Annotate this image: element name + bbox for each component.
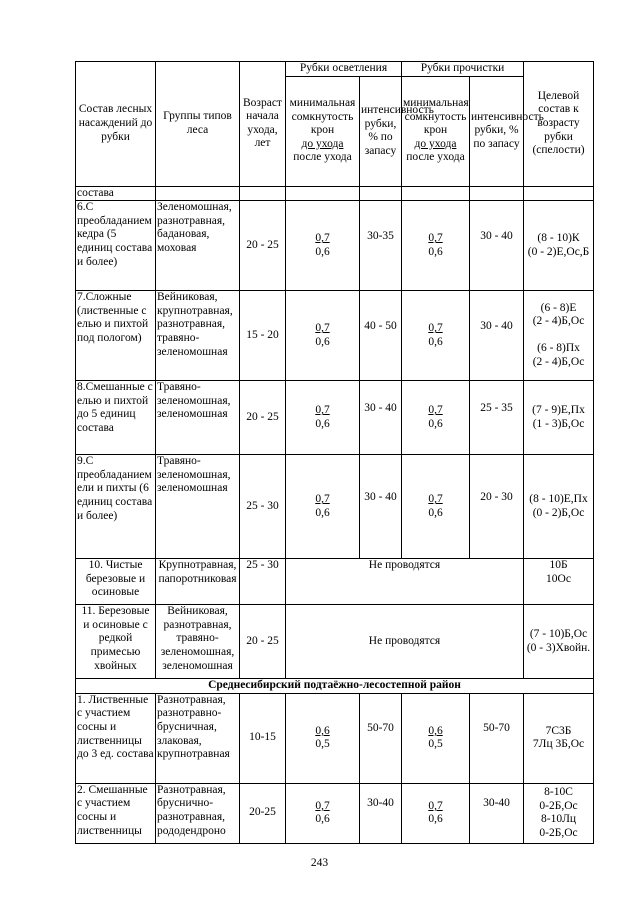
cell-density-light: 0,7 0,6 [286,783,360,843]
cell-intensity-thin: 50-70 [470,693,524,783]
table-row [76,455,594,559]
header-forest-type-groups: Группы типов леса [156,62,240,187]
cell-intensity-light: 30-35 [360,201,402,291]
cell-target: (6 - 8)Е (2 - 4)Б,Ос (6 - 8)Пх (2 - 4)Б,Ос [524,291,594,381]
cell-forest-types: Травяно-зеленомошная, зеленомошная [156,381,240,455]
table-row [76,693,594,783]
header-min-density-light [286,76,360,186]
cell-density-thin: 0,7 0,6 [402,455,470,559]
cell-intensity-light: 40 - 50 [360,291,402,381]
cell-density-thin: 0,7 0,6 [402,783,470,843]
cell-composition: 10. Чистые березовые и осиновые [76,559,156,605]
cell-density-light: 0,7 0,6 [286,381,360,455]
cell-forest-types: Разнотравная, разнотравно-брусничная, злаковая, крупнотравная [156,693,240,783]
cell-density-thin: 0,7 0,6 [402,381,470,455]
cell-intensity-thin: 25 - 35 [470,381,524,455]
cell-forest-types: Крупнотравная, папоротниковая [156,559,240,605]
table-row [76,559,594,605]
table-row [76,605,594,679]
cell-target: 7С3Б 7Лц 3Б,Ос [524,693,594,783]
header-min-density-thin [402,76,470,186]
cell-intensity-thin: 30 - 40 [470,291,524,381]
cell-not-performed: Не проводятся [286,559,524,605]
cell-forest-types: Зеленомошная, разнотравная, бадановая, моховая [156,201,240,291]
cell-intensity-thin: 30-40 [470,783,524,843]
before-care-label: до ухода [301,137,344,150]
table-row [76,291,594,381]
cell-density-thin: 0,7 0,6 [402,201,470,291]
cell-composition: 2. Смешанные с участием сосны и лиственницы [76,783,156,843]
cell-density-thin: 0,6 0,5 [402,693,470,783]
cell-forest-types: Вейниковая, разнотравная, травяно-зеленомошная, зеленомошная [156,605,240,679]
cell-density-light: 0,7 0,6 [286,455,360,559]
cell-not-performed: Не проводятся [286,605,524,679]
header-thinning-cuts: Рубки прочистки [402,62,524,77]
cell-target: (8 - 10)К (0 - 2)Е,Ос,Б [524,201,594,291]
cell-density-light: 0,6 0,5 [286,693,360,783]
header-intensity-thin: интенсивность рубки, % по запасу [470,76,524,186]
min-density-label: минимальная сомкнутость крон [289,97,356,137]
header-intensity-light: интенсивность рубки, % по запасу [360,76,402,186]
after-care-label: после ухода [293,151,352,164]
cell-intensity-light: 30 - 40 [360,381,402,455]
table-row [76,201,594,291]
cell-intensity-light: 50-70 [360,693,402,783]
cell-density-light: 0,7 0,6 [286,201,360,291]
cell-start-age: 15 - 20 [240,291,286,381]
cell-density-thin: 0,7 0,6 [402,291,470,381]
cell-target: 8-10С 0-2Б,Ос 8-10Лц 0-2Б,Ос [524,783,594,843]
table-row [76,186,594,201]
cell-composition: 1. Лиственные с участием сосны и лиственницы до 3 ед. состава [76,693,156,783]
cell-target: (8 - 10)Е,Пх (0 - 2)Б,Ос [524,455,594,559]
cell-start-age: 20-25 [240,783,286,843]
cell-start-age: 20 - 25 [240,201,286,291]
cell-target: (7 - 10)Б,Ос (0 - 3)Хвойн. [524,605,594,679]
forest-care-table [75,61,594,844]
cell-forest-types: Вейниковая, крупнотравная, разнотравная, травяно-зеленомошная [156,291,240,381]
cell-start-age: 25 - 30 [240,455,286,559]
cell-start-age: 20 - 25 [240,605,286,679]
cell-composition: 8.Смешанные с елью и пихтой до 5 единиц состава [76,381,156,455]
cell-forest-types: Разнотравная, бруснично-разнотравная, рододендроно [156,783,240,843]
after-care-label: после ухода [406,151,465,164]
table-row [76,783,594,843]
header-target-composition: Целевой состав к возрасту рубки (спелости) [524,62,594,187]
table-row [76,381,594,455]
cell-density-light: 0,7 0,6 [286,291,360,381]
section-title: Среднесибирский подтаёжно-лесостепной район [76,679,594,694]
cell-intensity-light: 30-40 [360,783,402,843]
cell-composition: 9.С преобладанием ели и пихты (6 единиц состава и более) [76,455,156,559]
cell-intensity-thin: 20 - 30 [470,455,524,559]
header-start-age: Возраст начала ухода, лет [240,62,286,187]
cell-composition: состава [76,186,156,201]
cell-start-age: 25 - 30 [240,559,286,605]
cell-intensity-thin: 30 - 40 [470,201,524,291]
cell-start-age: 10-15 [240,693,286,783]
cell-composition: 7.Сложные (лиственные с елью и пихтой под пологом) [76,291,156,381]
cell-target: 10Б 10Ос [524,559,594,605]
cell-forest-types: Травяно-зеленомошная, зеленомошная [156,455,240,559]
section-row [76,679,594,694]
before-care-label: до ухода [414,137,457,150]
header-lightening-cuts: Рубки осветления [286,62,402,77]
cell-target: (7 - 9)Е,Пх (1 - 3)Б,Ос [524,381,594,455]
cell-composition: 11. Березовые и осиновые с редкой примесью хвойных [76,605,156,679]
cell-intensity-light: 30 - 40 [360,455,402,559]
page-number: 243 [310,857,329,869]
cell-composition: 6.С преобладанием кедра (5 единиц состава и более) [76,201,156,291]
header-composition: Состав лесных насаждений до рубки [76,62,156,187]
min-density-label: минимальная сомкнутость крон [403,97,469,137]
cell-start-age: 20 - 25 [240,381,286,455]
